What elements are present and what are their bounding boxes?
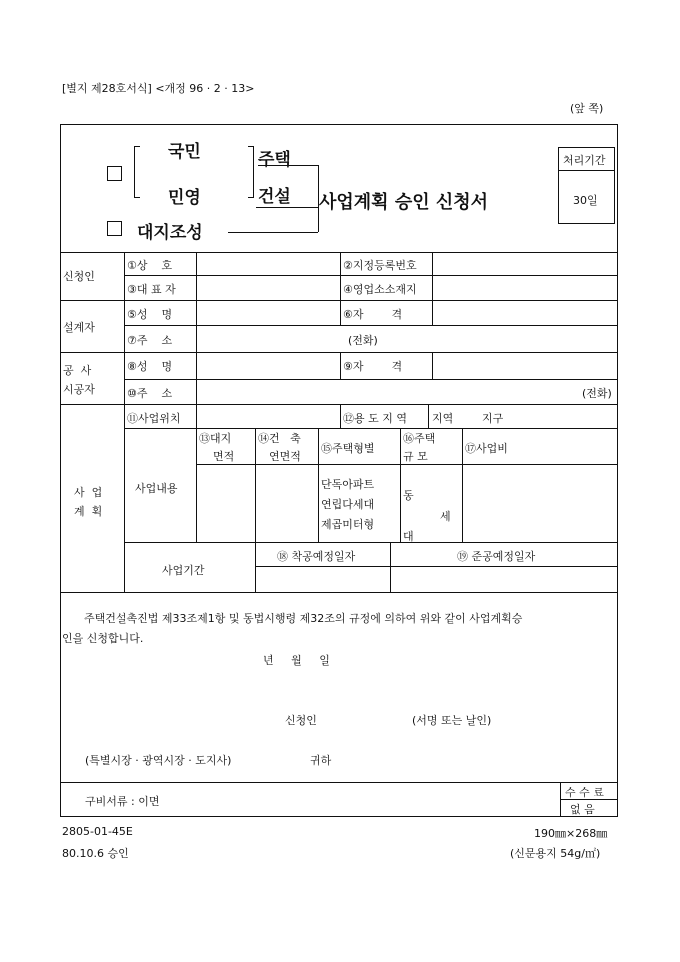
project-location-label: ⑪사업위치 (127, 412, 181, 425)
divider (124, 428, 618, 429)
title-daeji: 대지조성 (137, 223, 203, 243)
checkbox-housing[interactable] (107, 166, 122, 181)
constructor-qualification-label: ⑨자 격 (343, 360, 403, 373)
divider (340, 252, 341, 325)
divider (196, 252, 197, 428)
type-square-meter: 제곱미터형 (321, 518, 375, 531)
office-address-label: ④영업소소재지 (343, 283, 417, 296)
divider (318, 428, 319, 542)
connector-line (228, 232, 318, 233)
approval-date: 80.10.6 승인 (62, 847, 129, 860)
unit-dae: 대 (403, 530, 414, 543)
floor-area-label-2: 연면적 (269, 450, 301, 463)
designer-address-label: ⑦주 소 (127, 334, 173, 347)
unit-dong: 동 (403, 489, 414, 502)
constructor-name-field[interactable] (198, 354, 338, 377)
designer-phone-label: (전화) (348, 334, 378, 347)
right-bracket (248, 146, 254, 198)
required-docs: 구비서류 : 이면 (85, 795, 160, 808)
fee-value: 없 음 (570, 803, 595, 816)
left-bracket (134, 146, 140, 198)
land-area-label-2: 면적 (213, 450, 235, 463)
applicant-sign-label: 신청인 (285, 714, 317, 727)
statement-line2: 인을 신청합니다. (62, 632, 144, 645)
project-cost-label: ⑰사업비 (465, 442, 508, 455)
recipient: (특별시장 · 광역시장 · 도지사) (85, 754, 232, 767)
divider (60, 592, 618, 593)
title-minyeong: 민영 (168, 188, 201, 208)
fee-label: 수 수 료 (565, 786, 604, 799)
zone-area-label: 지역 (432, 412, 454, 425)
housing-type-label: ⑮주택형별 (321, 442, 375, 455)
statement-line1: 주택건설촉진법 제33조제1항 및 동법시행령 제32조의 규정에 의하여 위와 같이 사업계획승 (84, 612, 523, 625)
representative-field[interactable] (198, 277, 338, 298)
start-date-label: ⑱ 착공예정일자 (277, 550, 356, 563)
divider (124, 325, 618, 326)
divider (390, 542, 391, 592)
end-date-field[interactable] (392, 568, 616, 590)
constructor-qualification-field[interactable] (434, 354, 616, 377)
divider (196, 428, 197, 542)
divider (60, 782, 618, 783)
project-content-label: 사업내용 (135, 482, 178, 495)
designer-address-field[interactable] (198, 327, 616, 350)
divider (428, 404, 429, 428)
divider (462, 428, 463, 542)
honorific: 귀하 (310, 754, 332, 767)
divider (60, 300, 618, 301)
project-period-label: 사업기간 (162, 564, 205, 577)
checkbox-land[interactable] (107, 221, 122, 236)
constructor-section-line1: 공 사 (63, 364, 92, 377)
land-area-label-1: ⑬대지 (199, 432, 232, 445)
project-location-field[interactable] (198, 406, 338, 426)
page-side-label: (앞 쪽) (570, 102, 604, 115)
divider (196, 464, 618, 465)
divider (60, 404, 618, 405)
zone-label: ⑫용 도 지 역 (343, 412, 407, 425)
designer-section: 설계자 (63, 321, 95, 334)
title-jutaek: 주택 (258, 150, 291, 170)
divider (255, 428, 256, 592)
designer-qualification-field[interactable] (434, 302, 616, 323)
land-area-field[interactable] (198, 466, 253, 540)
trade-name-field[interactable] (198, 254, 338, 274)
paper-type: (신문용지 54g/㎡) (510, 847, 601, 860)
housing-size-label-1: ⑯주택 (403, 432, 436, 445)
project-section-line2: 계 획 (74, 505, 103, 518)
divider (340, 404, 341, 428)
project-cost-field[interactable] (464, 466, 616, 540)
floor-area-field[interactable] (257, 466, 316, 540)
constructor-phone-label: (전화) (582, 387, 612, 400)
constructor-address-label: ⑩주 소 (127, 387, 173, 400)
form-header: [별지 제28호서식] <개정 96 · 2 · 13> (62, 82, 255, 95)
divider (124, 275, 618, 276)
applicant-section: 신청인 (63, 270, 95, 283)
paper-size: 190㎜×268㎜ (534, 827, 608, 840)
type-row-multifamily: 연립다세대 (321, 498, 375, 511)
trade-name-label: ①상 호 (127, 259, 173, 272)
title-main: 사업계획 승인 신청서 (319, 192, 489, 213)
constructor-name-label: ⑧성 명 (127, 360, 173, 373)
form-code: 2805-01-45E (62, 825, 133, 838)
processing-value: 30일 (573, 194, 598, 207)
designer-name-label: ⑤성 명 (127, 308, 173, 321)
connector-line (256, 207, 318, 208)
divider (60, 352, 618, 353)
divider (432, 252, 433, 325)
processing-label: 처리기간 (563, 154, 606, 167)
unit-se: 세 (440, 510, 451, 523)
registration-no-field[interactable] (434, 254, 616, 274)
housing-size-label-2: 규 모 (403, 450, 428, 463)
sign-or-seal: (서명 또는 날인) (412, 714, 492, 727)
connector-line (258, 165, 318, 166)
type-detached-apartment: 단독아파트 (321, 478, 375, 491)
divider (432, 352, 433, 379)
connector-line (318, 165, 319, 232)
representative-label: ③대 표 자 (127, 283, 176, 296)
divider (60, 252, 618, 253)
zone-district-label: 지구 (482, 412, 504, 425)
designer-name-field[interactable] (198, 302, 338, 323)
date-line: 년 월 일 (263, 654, 330, 667)
office-address-field[interactable] (434, 277, 616, 298)
divider (340, 352, 341, 379)
designer-qualification-label: ⑥자 격 (343, 308, 403, 321)
end-date-label: ⑲ 준공예정일자 (457, 550, 536, 563)
divider (255, 566, 618, 567)
title-kukmin: 국민 (168, 142, 201, 162)
floor-area-label-1: ⑭건 축 (258, 432, 301, 445)
constructor-address-field[interactable] (198, 381, 616, 402)
divider (124, 542, 618, 543)
constructor-section-line2: 시공자 (63, 383, 95, 396)
project-section-line1: 사 업 (74, 486, 103, 499)
start-date-field[interactable] (257, 568, 388, 590)
title-geonseol: 건설 (258, 187, 291, 207)
divider (124, 252, 125, 592)
divider (400, 428, 401, 542)
divider (558, 170, 615, 171)
divider (124, 379, 618, 380)
registration-no-label: ②지정등록번호 (343, 259, 417, 272)
